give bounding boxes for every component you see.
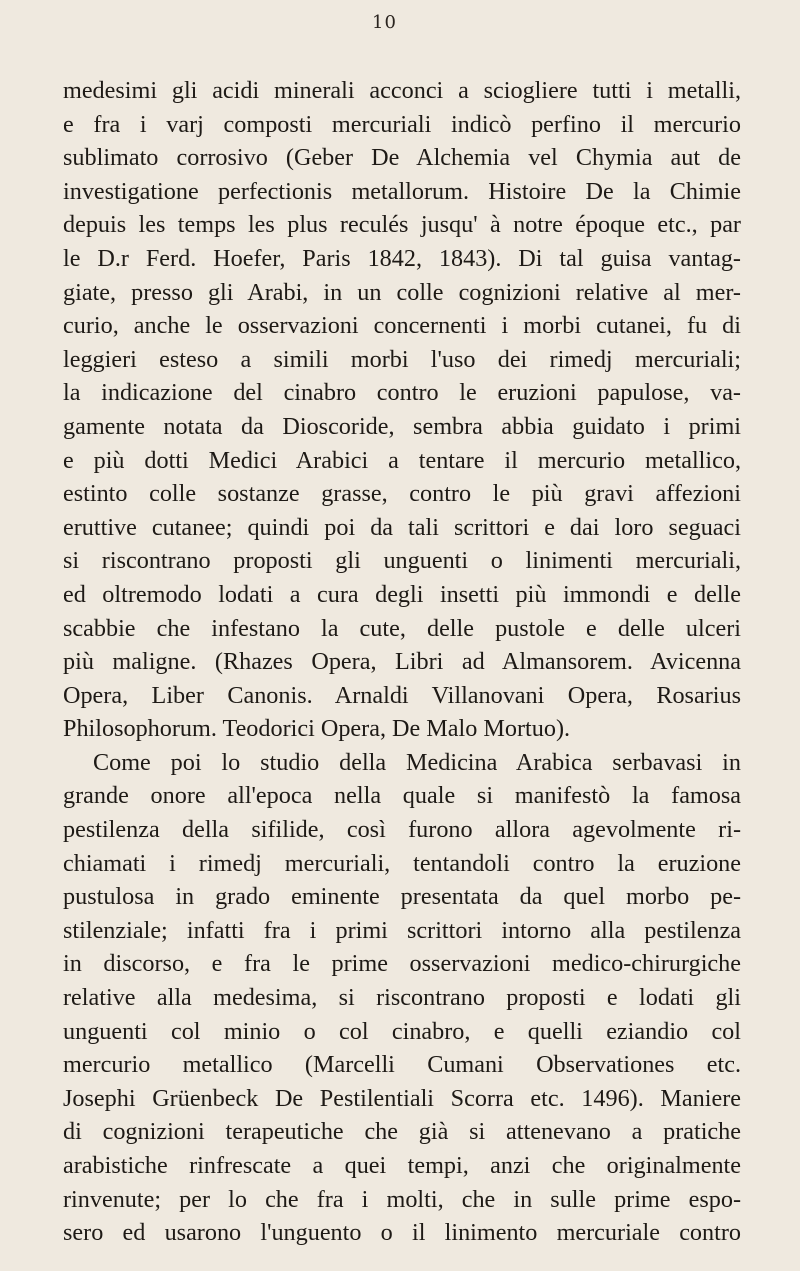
text-line: Philosophorum. Teodorici Opera, De Malo Mortuo). <box>63 715 571 743</box>
text-line: leggieri esteso a simili morbi l'uso dei rimedj mercuriali; <box>63 345 741 373</box>
text-line: eruttive cutanee; quindi poi da tali scrittori e dai loro seguaci <box>63 513 741 541</box>
text-line: grande onore all'epoca nella quale si manifestò la famosa <box>63 782 741 810</box>
text-line: Opera, Liber Canonis. Arnaldi Villanovani Opera, Rosarius <box>63 681 741 709</box>
text-line: ed oltremodo lodati a cura degli insetti più immondi e delle <box>63 580 741 608</box>
text-line: chiamati i rimedj mercuriali, tentandoli contro la eruzione <box>63 849 741 877</box>
text-line: rinvenute; per lo che fra i molti, che in sulle prime espo- <box>63 1185 741 1213</box>
text-line: estinto colle sostanze grasse, contro le più gravi affezioni <box>63 480 741 508</box>
body-text <box>63 74 741 1250</box>
text-line: pustulosa in grado eminente presentata da quel morbo pe- <box>63 883 741 911</box>
text-line: e fra i varj composti mercuriali indicò perfino il mercurio <box>63 110 741 138</box>
text-line: depuis les temps les plus reculés jusqu' à notre époque etc., par <box>63 211 741 239</box>
text-line: si riscontrano proposti gli unguenti o linimenti mercuriali, <box>63 547 741 575</box>
text-line: di cognizioni terapeutiche che già si attenevano a pratiche <box>63 1118 741 1146</box>
text-line: curio, anche le osservazioni concernenti i morbi cutanei, fu di <box>63 312 741 340</box>
text-line: mercurio metallico (Marcelli Cumani Observationes etc. <box>63 1051 741 1079</box>
text-line: le D.r Ferd. Hoefer, Paris 1842, 1843). Di tal guisa vantag- <box>63 244 741 272</box>
text-line: e più dotti Medici Arabici a tentare il mercurio metallico, <box>63 446 741 474</box>
text-line: la indicazione del cinabro contro le eruzioni papulose, va- <box>63 379 741 407</box>
text-line: scabbie che infestano la cute, delle pustole e delle ulceri <box>63 614 741 642</box>
text-line: investigatione perfectionis metallorum. Histoire De la Chimie <box>63 177 741 205</box>
text-line: relative alla medesima, si riscontrano proposti e lodati gli <box>63 984 741 1012</box>
paragraph-start-line: Come poi lo studio della Medicina Arabica serbavasi in <box>93 748 741 776</box>
text-line: pestilenza della sifilide, così furono allora agevolmente ri- <box>63 816 741 844</box>
text-line: medesimi gli acidi minerali acconci a sciogliere tutti i metalli, <box>63 77 741 104</box>
text-line: gamente notata da Dioscoride, sembra abbia guidato i primi <box>63 412 741 440</box>
text-line: in discorso, e fra le prime osservazioni medico-chirurgiche <box>63 950 741 978</box>
text-line: sublimato corrosivo (Geber De Alchemia vel Chymia aut de <box>63 144 741 172</box>
text-line: Josephi Grüenbeck De Pestilentiali Scorra etc. 1496). Maniere <box>63 1084 741 1112</box>
text-line: stilenziale; infatti fra i primi scrittori intorno alla pestilenza <box>63 916 741 944</box>
text-line: unguenti col minio o col cinabro, e quelli eziandio col <box>63 1017 741 1045</box>
text-line: arabistiche rinfrescate a quei tempi, anzi che originalmente <box>63 1152 741 1179</box>
text-line: più maligne. (Rhazes Opera, Libri ad Almansorem. Avicenna <box>63 648 741 676</box>
page-number: 10 <box>372 12 397 33</box>
text-line: giate, presso gli Arabi, in un colle cognizioni relative al mer- <box>63 278 741 306</box>
text-line: sero ed usarono l'unguento o il linimento mercuriale contro <box>63 1219 741 1247</box>
